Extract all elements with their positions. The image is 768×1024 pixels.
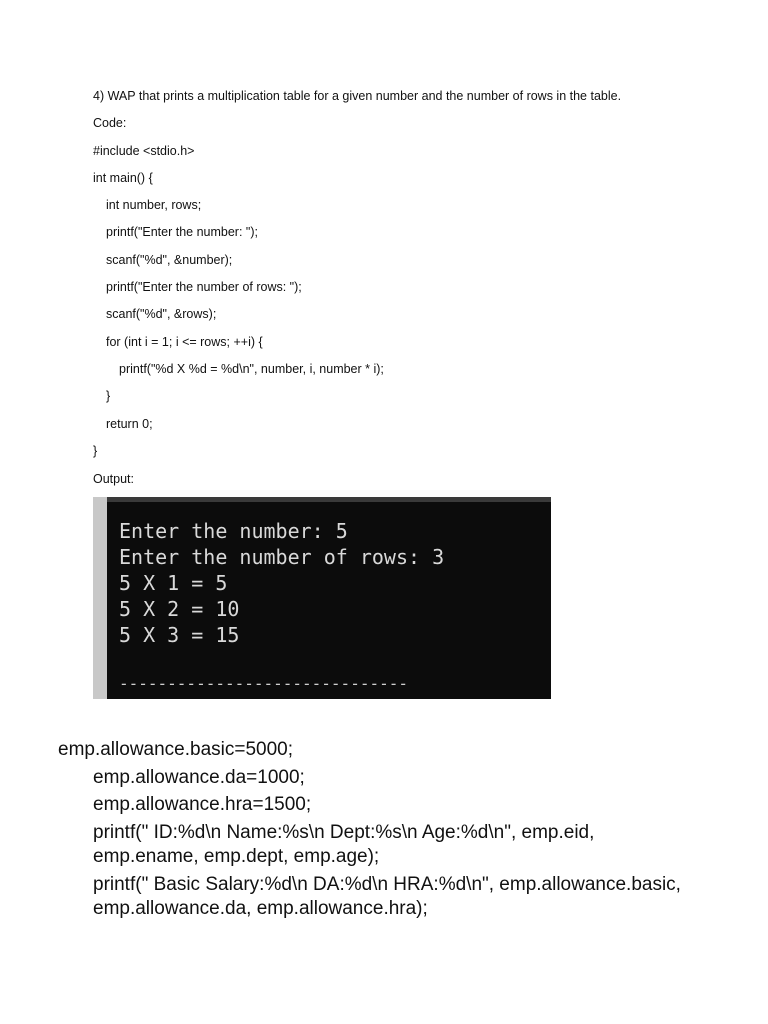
terminal-separator: ------------------------------ bbox=[119, 674, 408, 693]
code-line: for (int i = 1; i <= rows; ++i) { bbox=[106, 335, 263, 349]
code-line: return 0; bbox=[106, 417, 153, 431]
code-line: printf(" Basic Salary:%d\n DA:%d\n HRA:%d\n", emp.allowance.basic, bbox=[93, 874, 681, 895]
code-line: printf(" ID:%d\n Name:%s\n Dept:%s\n Age:%d\n", emp.eid, bbox=[93, 822, 595, 843]
code-line: emp.allowance.da=1000; bbox=[93, 767, 305, 788]
code-label: Code: bbox=[93, 116, 127, 130]
code-line: emp.ename, emp.dept, emp.age); bbox=[93, 846, 380, 867]
code-line: scanf("%d", &number); bbox=[106, 253, 233, 267]
code-line: printf("Enter the number of rows: "); bbox=[106, 280, 302, 294]
output-label: Output: bbox=[93, 472, 134, 486]
code-line: printf("Enter the number: "); bbox=[106, 225, 258, 239]
terminal-left-edge bbox=[93, 497, 107, 699]
terminal-output-image bbox=[93, 497, 551, 699]
terminal-top-border bbox=[93, 497, 551, 502]
code-line: int main() { bbox=[93, 171, 153, 185]
code-line: } bbox=[106, 389, 111, 403]
code-line: scanf("%d", &rows); bbox=[106, 307, 217, 321]
terminal-line: 5 X 2 = 10 bbox=[119, 597, 240, 621]
code-line: #include <stdio.h> bbox=[93, 144, 195, 158]
code-line: emp.allowance.hra=1500; bbox=[93, 794, 312, 815]
terminal-line: 5 X 1 = 5 bbox=[119, 571, 228, 595]
terminal-line: 5 X 3 = 15 bbox=[119, 623, 240, 647]
code-line: emp.allowance.basic=5000; bbox=[58, 739, 294, 760]
code-line: } bbox=[93, 444, 98, 458]
terminal-line: Enter the number of rows: 3 bbox=[119, 545, 445, 569]
question-text: 4) WAP that prints a multiplication table for a given number and the number of rows in the table. bbox=[93, 89, 622, 103]
code-line: emp.allowance.da, emp.allowance.hra); bbox=[93, 898, 428, 919]
terminal-line: Enter the number: 5 bbox=[119, 519, 348, 543]
code-line: int number, rows; bbox=[106, 198, 202, 212]
code-line: printf("%d X %d = %d\n", number, i, number * i); bbox=[119, 362, 384, 376]
